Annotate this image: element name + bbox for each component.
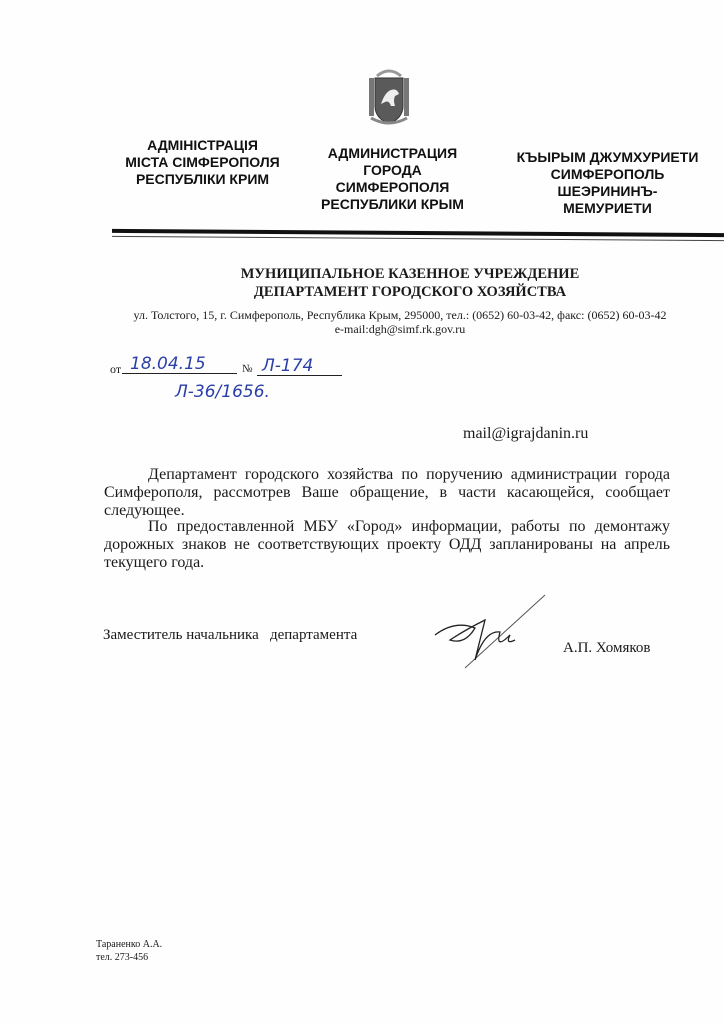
body-paragraph-1: Департамент городского хозяйства по поручению администрации города Симферополя, рассмотрев Ваше обращение, в части касающейся, сообщает следующее. bbox=[104, 466, 670, 519]
org-line: ДЕПАРТАМЕНТ ГОРОДСКОГО ХОЗЯЙСТВА bbox=[253, 284, 567, 300]
header-line: МІСТА СІМФЕРОПОЛЯ bbox=[125, 154, 280, 170]
header-crimean-tatar bbox=[505, 149, 710, 217]
crimea-coat-of-arms-icon bbox=[367, 66, 411, 130]
organization-email: e-mail:dgh@simf.rk.gov.ru bbox=[334, 322, 466, 336]
recipient-email: mail@igrajdanin.ru bbox=[463, 425, 589, 442]
header-line: КЪЫРЫМ ДЖУМХУРИЕТИ bbox=[516, 149, 699, 165]
executor-phone: тел. 273-456 bbox=[96, 952, 149, 963]
header-russian bbox=[305, 145, 480, 213]
handwritten-incoming-ref: Л-36/1656. bbox=[175, 382, 270, 402]
organization-title bbox=[150, 265, 670, 301]
header-line: РЕСПУБЛІКИ КРИМ bbox=[135, 171, 270, 187]
organization-address: ул. Толстого, 15, г. Симферополь, Республика Крым, 295000, тел.: (0652) 60-03-42, факс: (0652) 60-03-42 bbox=[133, 308, 667, 322]
header-line: СИМФЕРОПОЛЬ bbox=[550, 166, 665, 182]
executor-info bbox=[96, 938, 162, 964]
executor-name: Тараненко А.А. bbox=[96, 939, 163, 950]
signatory-position: Заместитель начальника департамента bbox=[103, 627, 358, 643]
header-line: РЕСПУБЛИКИ КРЫМ bbox=[321, 196, 464, 212]
date-prefix: от bbox=[110, 362, 122, 376]
signatory-name: А.П. Хомяков bbox=[563, 640, 651, 656]
org-line: МУНИЦИПАЛЬНОЕ КАЗЕННОЕ УЧРЕЖДЕНИЕ bbox=[240, 266, 580, 282]
handwritten-signature bbox=[425, 590, 555, 670]
header-line: АДМІНІСТРАЦІЯ bbox=[147, 137, 258, 153]
header-line: АДМИНИСТРАЦИЯ bbox=[327, 145, 458, 161]
header-line: МЕМУРИЕТИ bbox=[563, 200, 652, 216]
header-divider-thin bbox=[112, 236, 724, 241]
handwritten-date: 18.04.15 bbox=[130, 354, 206, 374]
header-line: ГОРОДА СИМФЕРОПОЛЯ bbox=[335, 162, 450, 195]
number-prefix: № bbox=[242, 363, 253, 375]
handwritten-number: Л-174 bbox=[262, 356, 314, 376]
header-ukrainian bbox=[115, 137, 290, 188]
body-paragraph-2: По предоставленной МБУ «Город» информации, работы по демонтажу дорожных знаков не соответствующих проекту ОДД запланированы на апрель текущего года. bbox=[104, 518, 670, 571]
header-line: ШЕЭРИНИНЪ- bbox=[557, 183, 658, 199]
